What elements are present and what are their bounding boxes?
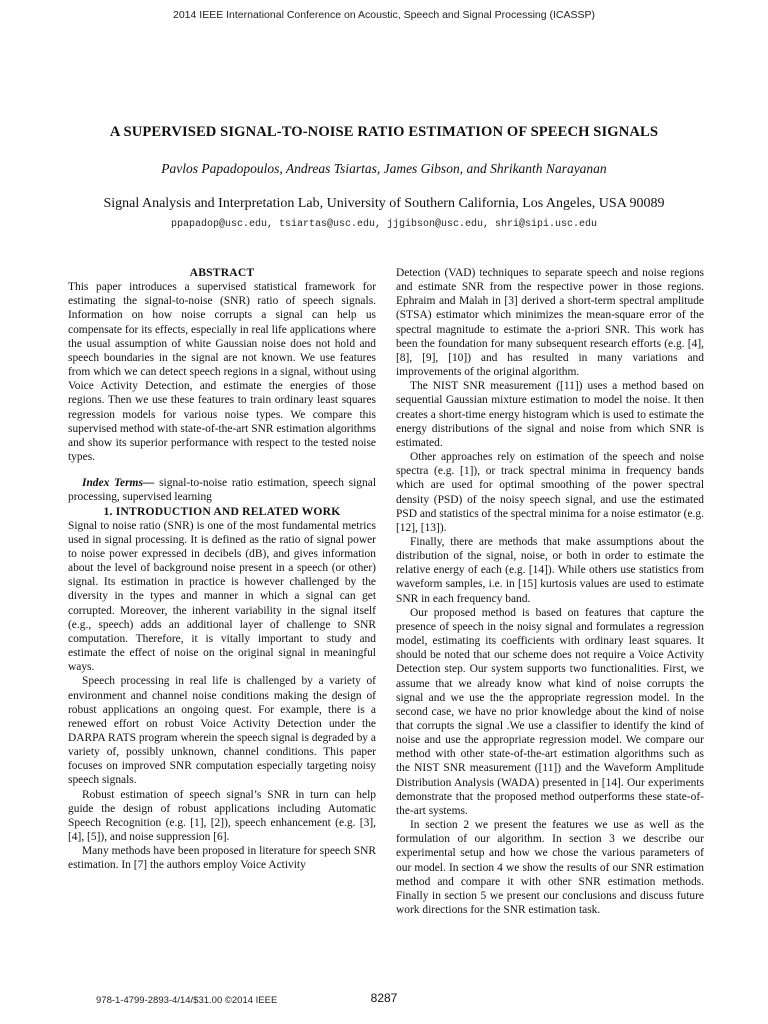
body-paragraph: In section 2 we present the features we use as well as the formulation of our algorithm. In section 3 we describe our experimental setup and how we chose the various parameters of our model. In section 4 we show the results of our SNR estimation method and compare it with other SNR estimation methods. Finally in section 5 we present our conclusions and discuss future work directions for the SNR estimation task. [396, 819, 704, 917]
author-emails: ppapadop@usc.edu, tsiartas@usc.edu, jjgibson@usc.edu, shri@sipi.usc.edu [170, 219, 598, 230]
intro-heading: 1. INTRODUCTION AND RELATED WORK [103, 504, 341, 518]
paper-title: A SUPERVISED SIGNAL-TO-NOISE RATIO ESTIMATION OF SPEECH SIGNALS [109, 124, 659, 140]
index-terms [68, 476, 376, 504]
abstract-text: This paper introduces a supervised statistical framework for estimating the signal-to-noise (SNR) ratio of speech signals. Information on how noise corrupts a signal can help us compensate for its effects, especially in real life applications where the usual assumption of white Gaussian noise does not hold and speech boundaries in the signal are not known. We use features from which we can detect speech regions in a signal, without using Voice Activity Detection, and estimate the energies of those regions. Then we use these features to train ordinary least squares regression models for various noise types. We compare this supervised method with state-of-the-art SNR estimation algorithms and show its superior performance with respect to the tested noise types. [68, 281, 376, 464]
body-paragraph: Our proposed method is based on features that capture the presence of speech in the noisy signal and formulates a regression model, estimating its coefficients with ordinary least squares. It should be noted that our scheme does not require a Voice Activity Detection step. Our system supports two functionalities. First, we assume that we already know what kind of noise corrupts the signal and we use the the appropriate regression model. In the second case, we have no prior knowledge about the kind of noise that corrupts the signal .We use a classifier to identify the kind of noise and use the appropriate regression model. We compare our method with other state-of-the-art estimation algorithms such as the NIST SNR measurement ([11]) and the Waveform Amplitude Distribution Analysis (WADA) presented in [14]. Our experiments demonstrate that the proposed method outperforms these state-of-the-art systems. [396, 606, 704, 817]
intro-paragraph: Robust estimation of speech signal’s SNR in turn can help guide the design of robust applications including Automatic Speech Recognition (e.g. [1], [2]), speech enhancement (e.g. [3], [4], [5]), and noise suppression [6]. [68, 788, 376, 844]
conference-header: 2014 IEEE International Conference on Acoustic, Speech and Signal Processing (ICASSP) [173, 9, 595, 21]
index-terms-label: Index Terms— [82, 477, 155, 490]
author-affiliation: Signal Analysis and Interpretation Lab, University of Southern California, Los Angeles, USA 90089 [103, 196, 665, 211]
index-terms-text: signal-to-noise ratio estimation, speech signal processing, supervised learning [68, 477, 377, 504]
left-column [68, 266, 376, 873]
intro-paragraph: Speech processing in real life is challenged by a variety of environment and channel noise conditions making the design of robust applications an ongoing quest. For example, there is a renewed effort on robust Voice Activity Detection under the DARPA RATS program wherein the speech signal is degraded by a variety of, possibly unknown, channel conditions. This paper focuses on improved SNR computation especially targeting noisy speech signals. [68, 675, 376, 787]
copyright-notice: 978-1-4799-2893-4/14/$31.00 ©2014 IEEE [96, 995, 278, 1006]
intro-paragraph: Signal to noise ratio (SNR) is one of the most fundamental metrics used in signal processing. It is defined as the ratio of signal power to noise power expressed in decibels (dB), and gives information about the level of background noise present in a speech (or other) signal. Its estimation in practice is however challenged by the diversity in the types and manner in which a signal can get corrupted. Moreover, the inherent variability in the signal itself (e.g., speech) adds an additional layer of challenge to SNR computation. Therefore, it is vitally important to study and estimate the effect of noise on the original signal in meaningful ways. [68, 519, 376, 674]
abstract-heading: ABSTRACT [189, 266, 255, 279]
body-paragraph: The NIST SNR measurement ([11]) uses a method based on sequential Gaussian mixture estimation to model the noise. It then creates a short-time energy histogram which is used to estimate the energy distributions of the signal and noise from which SNR is estimated. [396, 380, 704, 449]
body-paragraph: Finally, there are methods that make assumptions about the distribution of the signal, noise, or both in order to estimate the relative energy of each (e.g. [14]). While others use statistics from waveform samples, i.e. in [15] kurtosis values are used to estimate SNR in each frequency band. [396, 535, 704, 605]
page-number: 8287 [370, 991, 398, 1005]
body-paragraph: Other approaches rely on estimation of the speech and noise spectra (e.g. [1]), or track spectral minima in frequency bands which are used for optimal smoothing of the power spectral density (PSD) of the noisy speech signal, and use the estimated PSD and statistics of the spectral minima for a noise estimator (e.g. [12], [13]). [396, 451, 704, 534]
body-paragraph: Detection (VAD) techniques to separate speech and noise regions and estimate SNR from the respective power in those regions. Ephraim and Malah in [3] derived a short-term spectral amplitude (STSA) estimator which minimizes the mean-square error of the spectral magnitude to estimate the a-priori SNR. This work has been the foundation for many subsequent research efforts (e.g. [4],[8], [9], [10]) and has resulted in many variations and improvements of the original algorithm. [396, 267, 704, 379]
paper-authors: Pavlos Papadopoulos, Andreas Tsiartas, James Gibson, and Shrikanth Narayanan [161, 161, 607, 176]
intro-paragraph: Many methods have been proposed in literature for speech SNR estimation. In [7] the authors employ Voice Activity [68, 845, 376, 872]
right-column [396, 266, 704, 917]
